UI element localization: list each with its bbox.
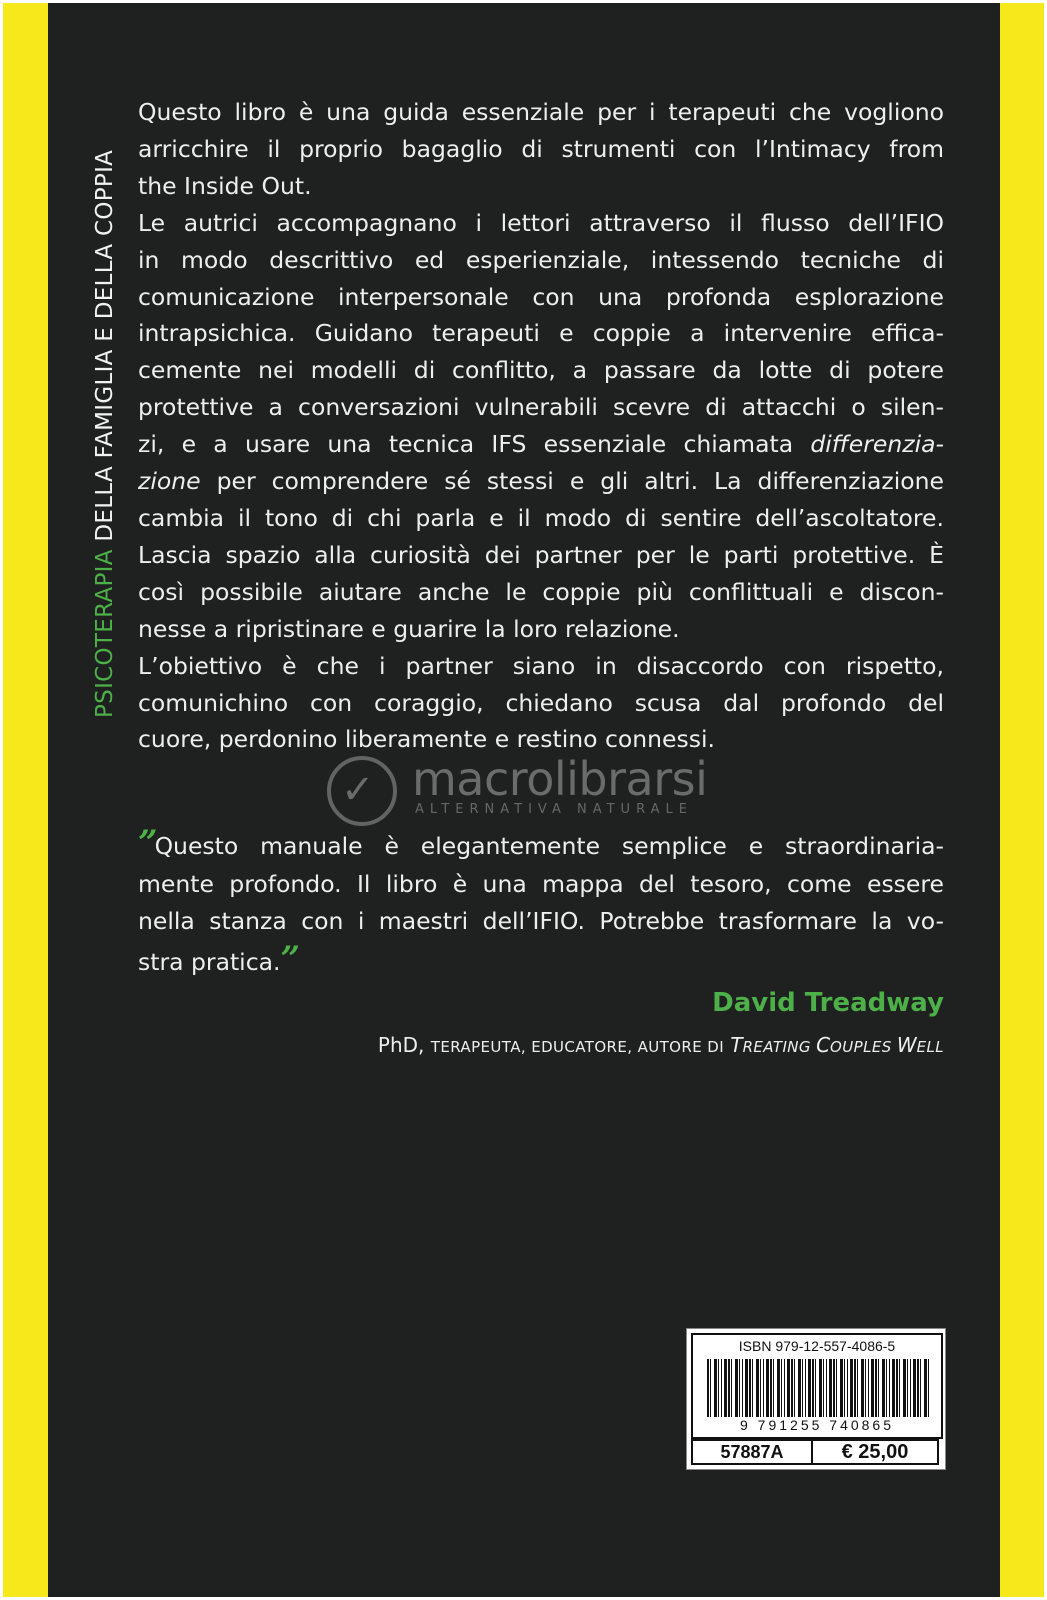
barcode-frame (691, 1333, 943, 1439)
description-line: in modo descrittivo ed esperienziale, intessendo tecniche di (138, 245, 944, 274)
description-line: comunichino con coraggio, chiedano scusa dal profondo del (138, 688, 944, 717)
quote-line: nella stanza con i maestri dell’IFIO. Potrebbe trasformare la vo- (138, 907, 944, 935)
description-line: nesse a ripristinare e guarire la loro relazione. (138, 614, 680, 643)
barcode-bars (707, 1359, 929, 1417)
description-line: Questo libro è una guida essenziale per i terapeuti che vogliono (138, 98, 944, 126)
description-line: protettive a conversazioni vulnerabili scevre di attacchi o silen- (138, 393, 944, 422)
description-line: Lascia spazio alla curiosità dei partner per le parti protettive. È (138, 540, 944, 569)
title-cap: W (896, 1033, 917, 1057)
credentials-role: TERAPEUTA, EDUCATORE, AUTORE DI (430, 1038, 725, 1056)
credentials-book-title (730, 1033, 944, 1057)
quote-open-mark: ” (138, 823, 155, 863)
right-yellow-strip (1000, 3, 1044, 1597)
title-rest: ELL (916, 1038, 944, 1056)
macrolibrarsi-watermark (327, 752, 727, 827)
description-segment: per comprendere sé stessi e gli altri. La differenziazione (216, 467, 944, 496)
barcode-label (686, 1328, 946, 1470)
description-line: cambia il tono di chi parla e il modo di sentire dell’ascoltatore. (138, 503, 944, 532)
description-line: così possibile aiutare anche le coppie più conflittuali e discon- (138, 577, 944, 606)
left-yellow-strip (3, 3, 48, 1597)
author-credentials (378, 1033, 944, 1057)
description-line: arricchire il proprio bagaglio di strumenti con l’Intimacy from (138, 134, 944, 163)
description-line: Le autrici accompagnano i lettori attraverso il flusso dell’IFIO (138, 208, 944, 237)
description-line: intrapsichica. Guidano terapeuti e coppie a intervenire effica- (138, 319, 944, 348)
spine-category: PSICOTERAPIA (92, 549, 118, 718)
quote-line (138, 825, 944, 866)
description-line: cemente nei modelli di conflitto, a passare da lotte di potere (138, 356, 944, 385)
quote-line (138, 938, 944, 982)
quote-author: David Treadway (712, 988, 944, 1018)
isbn-text: ISBN 979-12-557-4086-5 (738, 1338, 896, 1354)
description-line-mixed (138, 426, 944, 463)
spine-series-text: DELLA FAMIGLIA E DELLA COPPIA (92, 149, 118, 542)
spine-series (92, 150, 118, 549)
description-line: L’obiettivo è che i partner siano in disaccordo con rispetto, (138, 651, 944, 680)
description-line-mixed (138, 463, 944, 500)
title-cap: C (816, 1033, 831, 1057)
description-italic: zione (138, 467, 201, 496)
watermark-brand: macrolibrarsi (412, 752, 708, 806)
description-italic: differenzia- (810, 430, 944, 459)
price: € 25,00 (813, 1439, 939, 1465)
title-cap: T (730, 1033, 743, 1057)
title-rest: REATING (742, 1038, 817, 1056)
endorsement-quote (138, 825, 944, 981)
description-line: the Inside Out. (138, 171, 312, 200)
spine-series-label (92, 150, 118, 718)
barcode-digits: 9 791255 740865 (740, 1417, 894, 1433)
quote-line: mente profondo. Il libro è una mappa del tesoro, come essere (138, 869, 944, 898)
watermark-check-icon: ✓ (341, 767, 375, 813)
description-segment: zi, e a usare una tecnica IFS essenziale chiamata (138, 430, 794, 459)
quote-text: Questo manuale è elegantemente semplice e straordinaria- (154, 832, 944, 860)
watermark-tagline: ALTERNATIVA NATURALE (415, 802, 693, 817)
description-line: comunicazione interpersonale con una profonda esplorazione (138, 282, 944, 311)
description-line: cuore, perdonino liberamente e restino connessi. (138, 725, 715, 754)
book-description (138, 94, 944, 758)
credentials-prefix: PhD, (377, 1033, 425, 1057)
quote-close-mark: ” (280, 938, 298, 979)
product-code: 57887A (691, 1439, 813, 1465)
quote-text: stra pratica. (138, 947, 281, 976)
title-rest: OUPLES (830, 1038, 897, 1056)
